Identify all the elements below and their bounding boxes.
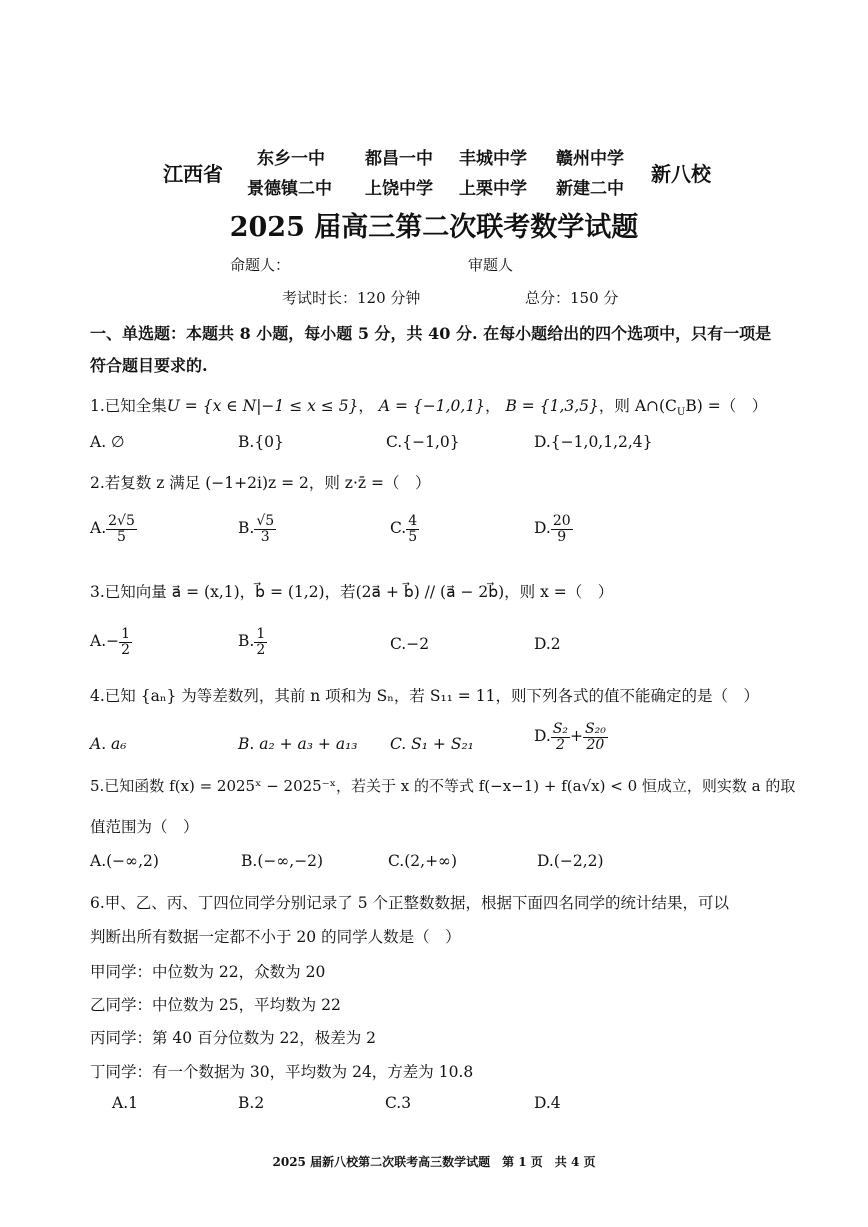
q2-d-fraction — [551, 514, 573, 544]
q5-option-a: A.(−∞,2) — [90, 852, 159, 870]
q6-option-d: D.4 — [534, 1094, 561, 1112]
exam-title: 2025 届高三第二次联考数学试题 — [229, 212, 639, 243]
question-4-stem: 4.已知 {aₙ} 为等差数列，其前 n 项和为 Sₙ，若 S₁₁ = 11，则下列各式的值不能确定的是（ ） — [90, 687, 759, 705]
q2-option-a — [90, 514, 137, 544]
q3-option-b — [238, 627, 267, 657]
q2-b-label: B. — [238, 519, 255, 538]
q6-option-c: C.3 — [385, 1094, 412, 1112]
q3-a-fraction — [119, 627, 132, 657]
q1-ask-sub: U — [676, 407, 686, 419]
q1-ask: ，则 A∩(C — [598, 397, 677, 415]
province-label: 江西省 — [163, 162, 223, 186]
q2-option-d — [534, 514, 573, 544]
q3-option-c: C.−2 — [390, 635, 430, 653]
q5-option-d: D.(−2,2) — [537, 852, 604, 870]
exam-duration: 考试时长：120 分钟 — [282, 289, 421, 307]
q4-d-num1: S₂ — [552, 721, 569, 737]
q6-student-ding: 丁同学：有一个数据为 30，平均数为 24，方差为 10.8 — [90, 1063, 474, 1081]
question-6-stem: 6.甲、乙、丙、丁四位同学分别记录了 5 个正整数数据，根据下面四名同学的统计结果，可以 — [90, 894, 730, 912]
q6-option-b: B.2 — [238, 1094, 265, 1112]
q4-d-num2: S₂₀ — [585, 721, 606, 737]
q1-set-u: U = {x ∈ N|−1 ≤ x ≤ 5} — [166, 397, 359, 415]
q1-option-b: B.{0} — [238, 433, 284, 451]
question-2-stem: 2.若复数 z 满足 (−1+2i)z = 2，则 z·z̄ =（ ） — [90, 474, 431, 492]
q1-set-a: A = {−1,0,1} — [378, 397, 486, 415]
q1-option-a: A. ∅ — [90, 433, 125, 451]
school-name: 新建二中 — [556, 179, 624, 199]
q2-b-den: 3 — [260, 528, 270, 545]
q1-set-b: B = {1,3,5} — [505, 397, 599, 415]
q2-c-den: 5 — [408, 528, 418, 545]
school-name: 东乡一中 — [257, 149, 325, 169]
q5-option-b: B.(−∞,−2) — [241, 852, 324, 870]
q2-b-fraction — [254, 514, 276, 544]
reviewer-label: 审题人 — [468, 256, 514, 274]
q2-a-den: 5 — [117, 528, 126, 545]
q1-prefix: 1.已知全集 — [90, 397, 167, 415]
q4-option-a: A. a₆ — [90, 735, 127, 753]
school-name: 赣州中学 — [556, 149, 624, 169]
q6-option-a: A.1 — [112, 1094, 138, 1112]
q2-option-b — [238, 514, 276, 544]
q6-student-yi: 乙同学：中位数为 25，平均数为 22 — [90, 996, 341, 1014]
q3-b-den: 2 — [256, 641, 266, 658]
section-heading: 一、单选题：本题共 8 小题，每小题 5 分，共 40 分. 在每小题给出的四个选项中，只有一项是 — [90, 324, 772, 343]
q3-b-label: B. — [238, 632, 255, 651]
question-5-stem-cont: 值范围为（ ） — [90, 818, 199, 836]
q6-student-jia: 甲同学：中位数为 22，众数为 20 — [90, 963, 326, 981]
q4-option-d — [534, 722, 608, 752]
total-score: 总分：150 分 — [525, 289, 619, 307]
q3-a-den: 2 — [121, 641, 131, 658]
q4-d-plus: + — [570, 727, 584, 746]
q3-a-label: A.− — [90, 632, 120, 651]
section-heading-cont: 符合题目要求的. — [90, 356, 208, 375]
q2-c-label: C. — [390, 519, 407, 538]
question-5-stem: 5.已知函数 f(x) = 2025ˣ − 2025⁻ˣ，若关于 x 的不等式 f(−x−1) + f(a√x) < 0 恒成立，则实数 a 的取 — [90, 777, 796, 795]
q2-c-fraction — [406, 514, 419, 544]
q5-option-c: C.(2,+∞) — [388, 852, 458, 870]
q2-option-c — [390, 514, 419, 544]
school-name: 丰城中学 — [459, 149, 527, 169]
q3-b-fraction — [254, 627, 267, 657]
q6-student-bing: 丙同学：第 40 百分位数为 22，极差为 2 — [90, 1029, 377, 1047]
q4-d-fraction-1 — [551, 722, 570, 752]
q4-d-fraction-2 — [583, 722, 608, 752]
q4-d-den1: 2 — [555, 736, 565, 753]
question-1-stem: 1.已知全集U = {x ∈ N|−1 ≤ x ≤ 5}， A = {−1,0,1}， B = {1,3,5}，则 $A\cap(C_UB)$ =（ ） — [90, 397, 768, 419]
q2-a-label: A. — [90, 519, 107, 538]
school-name: 都昌一中 — [365, 149, 433, 169]
q2-c-num: 4 — [408, 513, 418, 529]
group-label: 新八校 — [651, 162, 711, 186]
q3-option-a — [90, 627, 132, 657]
q3-option-d: D.2 — [534, 635, 561, 653]
q3-a-num: 1 — [121, 626, 131, 642]
q4-option-b: B. a₂ + a₃ + a₁₃ — [238, 735, 358, 753]
q2-a-fraction — [106, 514, 137, 544]
school-name: 上栗中学 — [459, 179, 527, 199]
q2-d-label: D. — [534, 519, 551, 538]
q4-d-label: D. — [534, 727, 551, 746]
q2-a-num: 2√5 — [108, 513, 135, 529]
school-name: 上饶中学 — [365, 179, 433, 199]
q1-option-c: C.{−1,0} — [386, 433, 460, 451]
q4-d-den2: 20 — [586, 736, 605, 753]
question-3-stem: 3.已知向量 a⃗ = (x,1)，b⃗ = (1,2)，若(2a⃗ + b⃗) // (a⃗ − 2b⃗)，则 x =（ ） — [90, 583, 614, 601]
q2-d-num: 20 — [552, 513, 571, 529]
q3-b-num: 1 — [256, 626, 266, 642]
question-6-stem-cont: 判断出所有数据一定都不小于 20 的同学人数是（ ） — [90, 928, 461, 946]
author-label: 命题人： — [230, 256, 291, 274]
q2-d-den: 9 — [557, 528, 567, 545]
q2-b-num: √5 — [256, 513, 275, 529]
school-name: 景德镇二中 — [247, 179, 332, 199]
q1-ask-end: B) =（ ） — [685, 397, 768, 415]
q1-option-d: D.{−1,0,1,2,4} — [534, 433, 653, 451]
q4-option-c: C. S₁ + S₂₁ — [390, 735, 474, 753]
page-footer: 2025 届新八校第二次联考高三数学试题 第 1 页 共 4 页 — [272, 1155, 596, 1169]
